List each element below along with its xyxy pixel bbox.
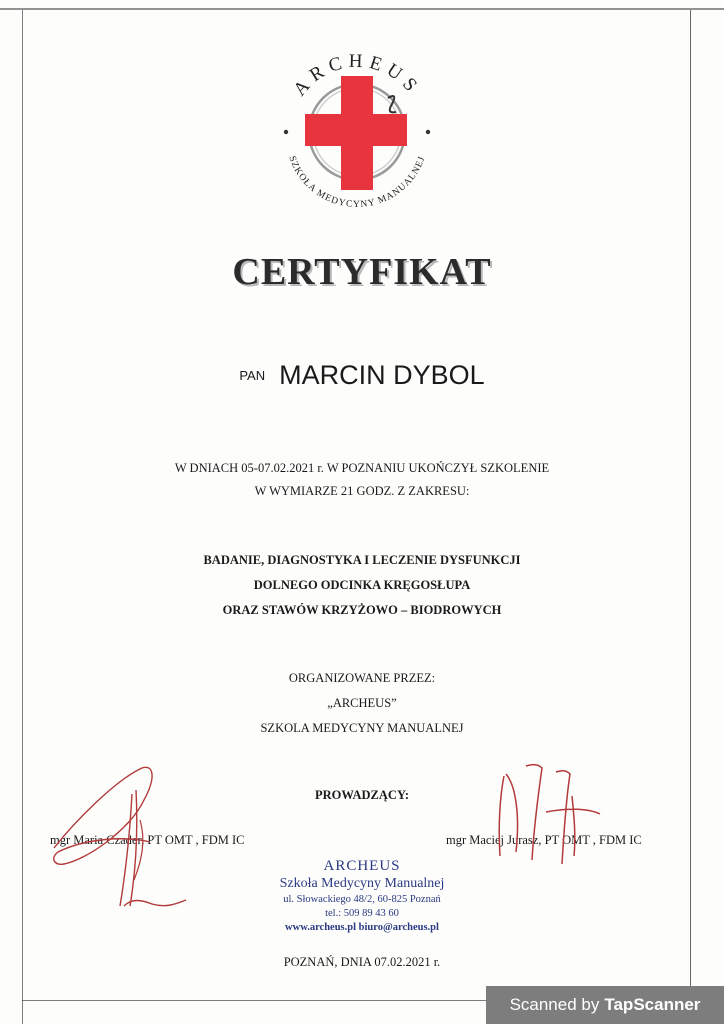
course-line-3: ORAZ STAWÓW KRZYŻOWO – BIODROWYCH	[222, 603, 502, 617]
course-line-2: DOLNEGO ODCINKA KRĘGOSŁUPA	[253, 578, 471, 592]
course-line-1: BADANIE, DIAGNOSTYKA I LECZENIE DYSFUNKCJI	[203, 553, 521, 567]
course-title	[0, 548, 724, 623]
recipient-line	[0, 360, 724, 391]
scanner-watermark	[486, 986, 724, 1024]
organizer-school: SZKOLA MEDYCYNY MANUALNEJ	[260, 721, 464, 735]
organized-label: ORGANIZOWANE PRZEZ:	[288, 671, 436, 685]
stamp-phone: tel.: 509 89 43 60	[325, 908, 399, 919]
page-right-border	[690, 10, 691, 1000]
lecturer-right: mgr Maciej Jurasz, PT OMT , FDM IC	[446, 833, 642, 847]
signature-left	[46, 760, 196, 910]
organizer-block	[0, 666, 724, 741]
stamp-line-1: ARCHEUS	[323, 858, 401, 874]
salutation: PAN	[239, 368, 266, 383]
stamp-line-2: Szkoła Medycyny Manualnej	[279, 876, 445, 891]
archeus-logo	[268, 40, 446, 218]
stamp-address: ul. Słowackiego 48/2, 60-825 Poznań	[283, 894, 441, 905]
lecturer-left: mgr Maria Czader, PT OMT , FDM IC	[50, 833, 245, 847]
organizer-name: „ARCHEUS”	[327, 696, 397, 710]
dot-left-icon	[284, 130, 288, 134]
dot-right-icon	[426, 130, 430, 134]
place-and-date: POZNAŃ, DNIA 07.02.2021 r.	[283, 955, 441, 969]
organizer-stamp	[256, 858, 468, 935]
red-cross-icon	[305, 76, 407, 190]
watermark-prefix: Scanned by	[509, 995, 600, 1014]
page-left-border	[22, 10, 23, 1024]
intro-line-1: W DNIACH 05-07.02.2021 r. W POZNANIU UKOŃCZYŁ SZKOLENIE	[174, 461, 550, 475]
logo-arc-bottom-text: SZKOŁA MEDYCYNY MANUALNEJ	[286, 154, 428, 210]
completion-statement	[0, 457, 724, 503]
stamp-web-email: www.archeus.pl biuro@archeus.pl	[285, 922, 439, 933]
signature-right	[476, 756, 626, 866]
leaders-label: PROWADZĄCY:	[315, 788, 409, 802]
recipient-name: MARCIN DYBOL	[279, 360, 485, 390]
watermark-brand: TapScanner	[604, 995, 701, 1014]
intro-line-2: W WYMIARZE 21 GODZ. Z ZAKRESU:	[254, 484, 470, 498]
page-top-edge	[0, 8, 724, 10]
certificate-title: CERTYFIKAT	[232, 251, 492, 293]
logo-arc-top-text: ARCHEUS	[289, 50, 425, 101]
